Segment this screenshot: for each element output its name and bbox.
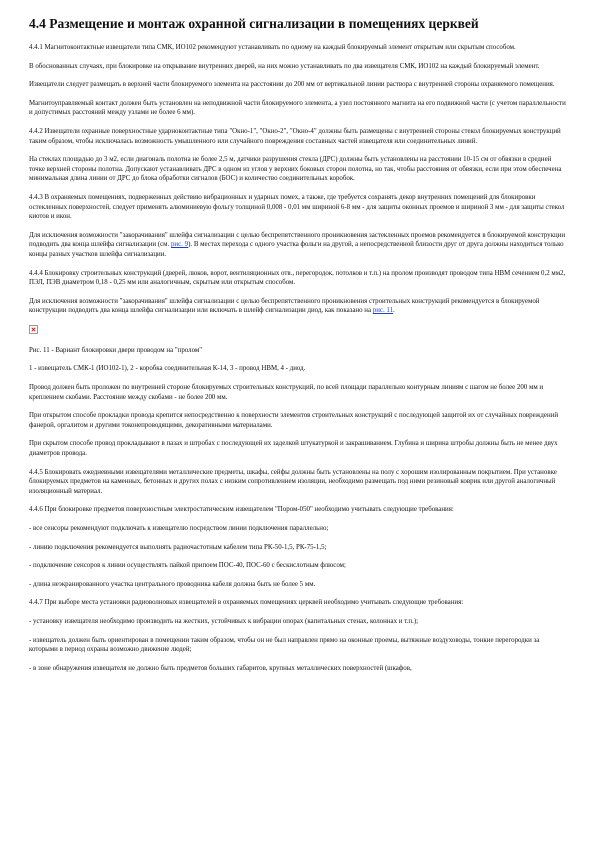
list-item: - подключение сенсоров к линии осуществлять пайкой припоем ПОС-40, ПОС-60 с бескислотным флюсом; (29, 562, 346, 570)
figure-link-11[interactable]: рис. 11 (372, 307, 394, 315)
figure-link-9[interactable]: рис. 9 (170, 241, 189, 249)
list-item: - в зоне обнаружения извещателя не должно быть предметов больших габаритов, крупных металлических поверхностей (шкафов, (29, 664, 412, 672)
paragraph: Провод должен быть проложен по внутренней стороне блокируемых строительных конструкций, по всей площади параллельно контурным линиям с шагом не более 200 мм и креплением скобами. Расстояние между скобами - не более 200 мм. (29, 384, 544, 401)
paragraph-4-4-7: 4.4.7 При выборе места установки радиоволновых извещателей в охраняемых помещениях церквей необходимо учитывать следующие требования: (29, 599, 464, 607)
paragraph: В обоснованных случаях, при блокировке на открывание внутренних дверей, на них можно устанавливать по два извещателя СМК, ИО102 на каждый блокируемый элемент. (29, 62, 540, 70)
figure-legend: 1 - извещатель СМК-1 (ИО102-1), 2 - коробка соединительная К-14, 3 - провод НВМ, 4 - диод. (29, 365, 306, 373)
paragraph-with-link (29, 297, 566, 316)
paragraph: При открытом способе прокладки провода крепится непосредственно к поверхности элементов строительных конструкций с последующей защитой их от случайных повреждений фанерой, оргалитом и другими токонепроводящими, декоративными материалами. (29, 412, 559, 429)
paragraph: На стеклах площадью до 3 м2, если диагональ полотна не более 2,5 м, датчики разрушения стекла (ДРС) должны быть установлены на расстоянии 10-15 см от обвязки в средней точке верхней стороны полотна. Допускают устанавливать ДРС в одном из углов у верхних боковых сторон полотна, но так, чтобы расстояния от обвязки, если при этом обеспечена минимальная длина линии от ДРС до блока обработки сигналов (БОС) и количество соединительных коробок. (29, 156, 562, 183)
paragraph-4-4-5: 4.4.5 Блокировать ежедневными извещателями металлические предметы, шкафы, сейфы должны быть установлены на полу с хорошим изолированным покрытием. При установке блокируемых предметов на каменных, бетонных и других полах с низким сопротивлением изоляции, необходимо размещать под ними резиновый коврик или другой аналогичный изоляционный материал. (29, 468, 557, 495)
paragraph-4-4-4: 4.4.4 Блокировку строительных конструкций (дверей, люков, ворот, вентиляционных отв., перегородок, потолков и т.п.) на пролом производят проводом типа НВМ сечением 0,2 мм2, ПЭЛ, ПЭВ диаметром 0,18 - 0,25 мм или аналогичным, скрытым или открытым способом. (29, 269, 566, 287)
list-item: - все сенсоры рекомендуют подключать к извещателю посредством линии подключения параллельно; (29, 525, 329, 532)
paragraph: При скрытом способе провод прокладывают в пазах и штробах с последующей их заделкой штукатуркой и закрашиванием. Глубина и ширина штробы должны быть не менее двух диаметров провода. (29, 440, 558, 458)
list-item: - линию подключения рекомендуется выполнять радиочастотным кабелем типа РК-50-1,5, РК-75-1,5; (29, 543, 327, 551)
paragraph-4-4-1: 4.4.1 Магнитоконтактные извещатели типа СМК, ИО102 рекомендуют устанавливать по одному на каждый блокируемый элемент открытым или скрытым способом. (29, 44, 516, 51)
paragraph-4-4-6: 4.4.6 При блокировке предметов поверхностным электростатическим извещателем "Пором-050" необходимо учитывать следующие требования: (29, 506, 454, 514)
list-item: - длина неэкранированного участка центрального проводника кабеля должна быть не более 5 мм. (29, 580, 316, 588)
broken-image-icon (29, 325, 38, 334)
figure-caption: Рис. 11 - Вариант блокировки двери проводом на "пролом" (29, 346, 203, 354)
paragraph-4-4-2: 4.4.2 Извещатели охранные поверхностные ударноконтактные типа "Окно-1", "Окно-2", "Окно-4" должны быть размещены с внутренней стороны стекол блокируемых конструкций таким образом, чтобы исключалась возможность умышленного или случайного повреждения составных частей извещателя или соединительных линий. (29, 127, 561, 145)
section-heading: 4.4 Размещение и монтаж охранной сигнализации в помещениях церквей (29, 16, 479, 31)
list-item: - извещатель должен быть ориентирован в помещении таким образом, чтобы он не был направлен прямо на оконные проемы, вытяжные воздуховоды, тонкие перегородки за которыми в период охраны возможно движение людей; (29, 636, 540, 654)
text-run: Для исключения возможности "закорачивания" шлейфа сигнализации с целью беспрепятственного проникновения застекленных проемов рекомендуется в блокируемой конструкции подводить два конца шлейфа сигнализации (см. (29, 231, 566, 249)
text-run: ). В местах перехода с одного участка фольги на другой, а непосредственной близости друг от друга должны находиться только концы разных участков шлейфа сигнализации. (29, 241, 564, 258)
list-item: - установку извещателя необходимо производить на жестких, устойчивых к вибрации опорах (капитальных стенах, колоннах и т.п.); (29, 617, 419, 625)
paragraph-4-4-3: 4.4.3 В охраняемых помещениях, подверженных действию вибрационных и ударных помех, а также, где требуется сохранять декор внутренних помещений для блокировки остекленных поверхностей, следует применять алюминиевую фольгу толщиной 0,008 - 0,01 мм шириной 6-8 мм - для защиты оконных проемов и шириной 3 мм - для защиты стекол киотов и икон. (29, 193, 565, 221)
text-run: Для исключения возможности "закорачивания" шлейфа сигнализации с целью беспрепятственного проникновения строительных конструкций рекомендуется в блокируемой конструкции подводить два конца шлейфа сигнализации или включать в шлейф сигнализации диод, как показано на (29, 297, 540, 315)
paragraph: Магнитоуправляемый контакт должен быть установлен на неподвижной части блокируемого элемента, а узел постоянного магнита на его подвижной части (с учетом параллельности и допустимых расстояний между узлами не более 6 мм). (29, 99, 566, 117)
paragraph-with-link (29, 231, 566, 260)
text-run: . (393, 307, 395, 315)
paragraph: Извещатели следует размещать в верхней части блокируемого элемента на расстоянии до 200 мм от вертикальной линии раствора с внутренней стороны охраняемого помещения. (29, 81, 555, 89)
